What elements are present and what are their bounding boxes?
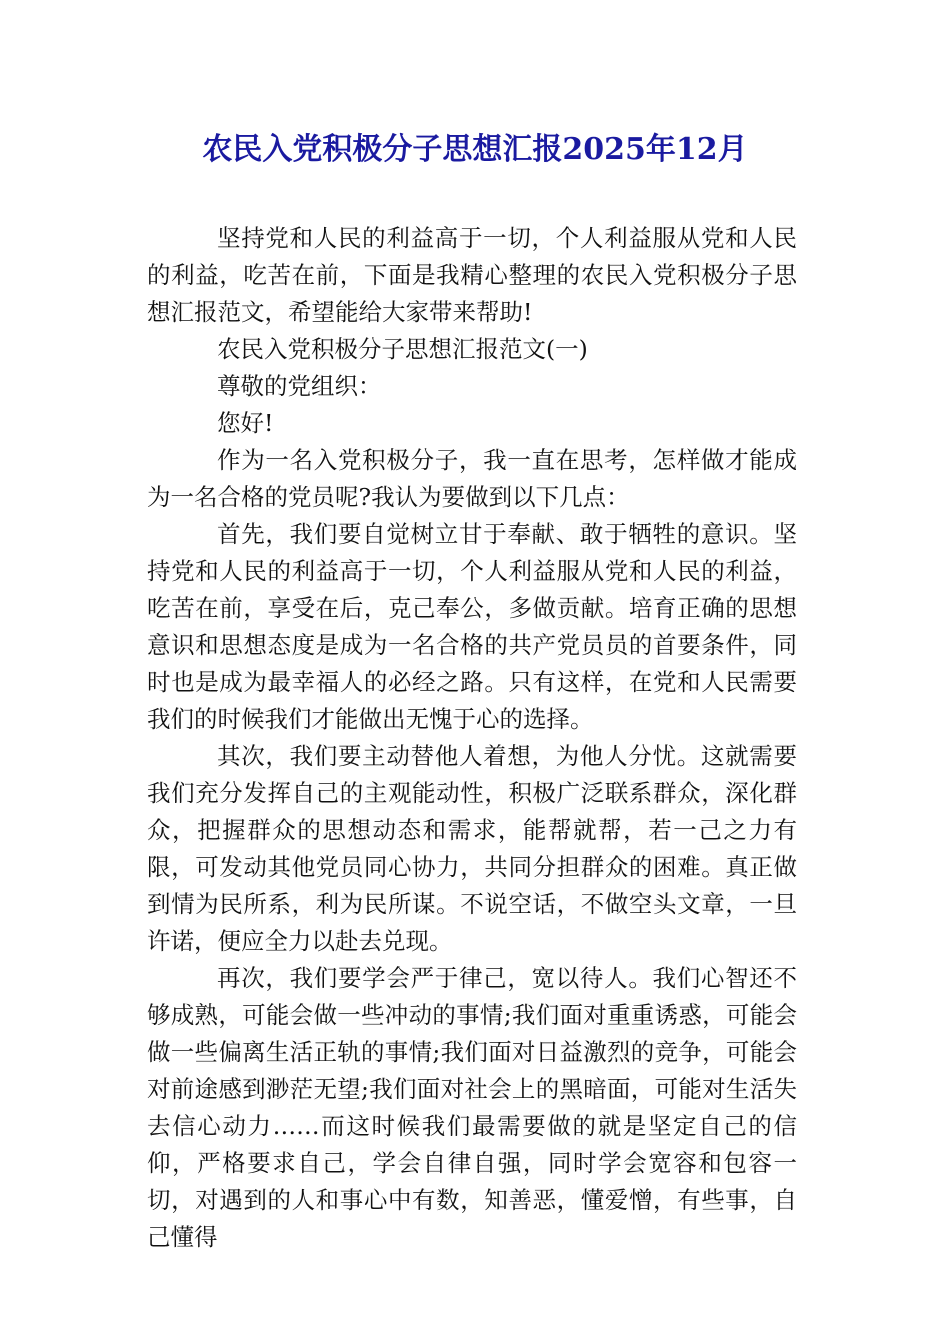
paragraph-first-point: 首先，我们要自觉树立甘于奉献、敢于牺牲的意识。坚持党和人民的利益高于一切，个人利益服从党和人民的利益，吃苦在前，享受在后，克己奉公，多做贡献。培育正确的思想意识和思想态度是成为一名合格的共产党员员的首要条件，同时也是成为最幸福人的必经之路。只有这样，在党和人民需要我们的时候我们才能做出无愧于心的选择。 [147,520,797,733]
paragraph-greeting: 您好! [217,409,274,437]
paragraph-intro: 坚持党和人民的利益高于一切，个人利益服从党和人民的利益，吃苦在前，下面是我精心整理的农民入党积极分子思想汇报范文，希望能给大家带来帮助! [147,224,797,326]
paragraph-third-point: 再次，我们要学会严于律己，宽以待人。我们心智还不够成熟，可能会做一些冲动的事情;我们面对重重诱惑，可能会做一些偏离生活正轨的事情;我们面对日益激烈的竞争，可能会对前途感到渺茫无望;我们面对社会上的黑暗面，可能对生活失去信心动力……而这时候我们最需要做的就是坚定自己的信仰，严格要求自己，学会自律自强，同时学会宽容和包容一切，对遇到的人和事心中有数，知善恶，懂爱憎，有些事，自己懂得 [147,964,797,1251]
document-body [147,220,797,1256]
document-title: 农民入党积极分子思想汇报2025年12月 [202,132,748,167]
paragraph-subtitle: 农民入党积极分子思想汇报范文(一) [217,335,588,363]
paragraph-question: 作为一名入党积极分子，我一直在思考，怎样做才能成为一名合格的党员呢?我认为要做到以下几点： [147,446,797,511]
paragraph-salutation: 尊敬的党组织： [217,372,382,400]
paragraph-second-point: 其次，我们要主动替他人着想，为他人分忧。这就需要我们充分发挥自己的主观能动性，积极广泛联系群众，深化群众，把握群众的思想动态和需求，能帮就帮，若一己之力有限，可发动其他党员同心协力，共同分担群众的困难。真正做到情为民所系，利为民所谋。不说空话，不做空头文章，一旦许诺，便应全力以赴去兑现。 [147,742,797,955]
